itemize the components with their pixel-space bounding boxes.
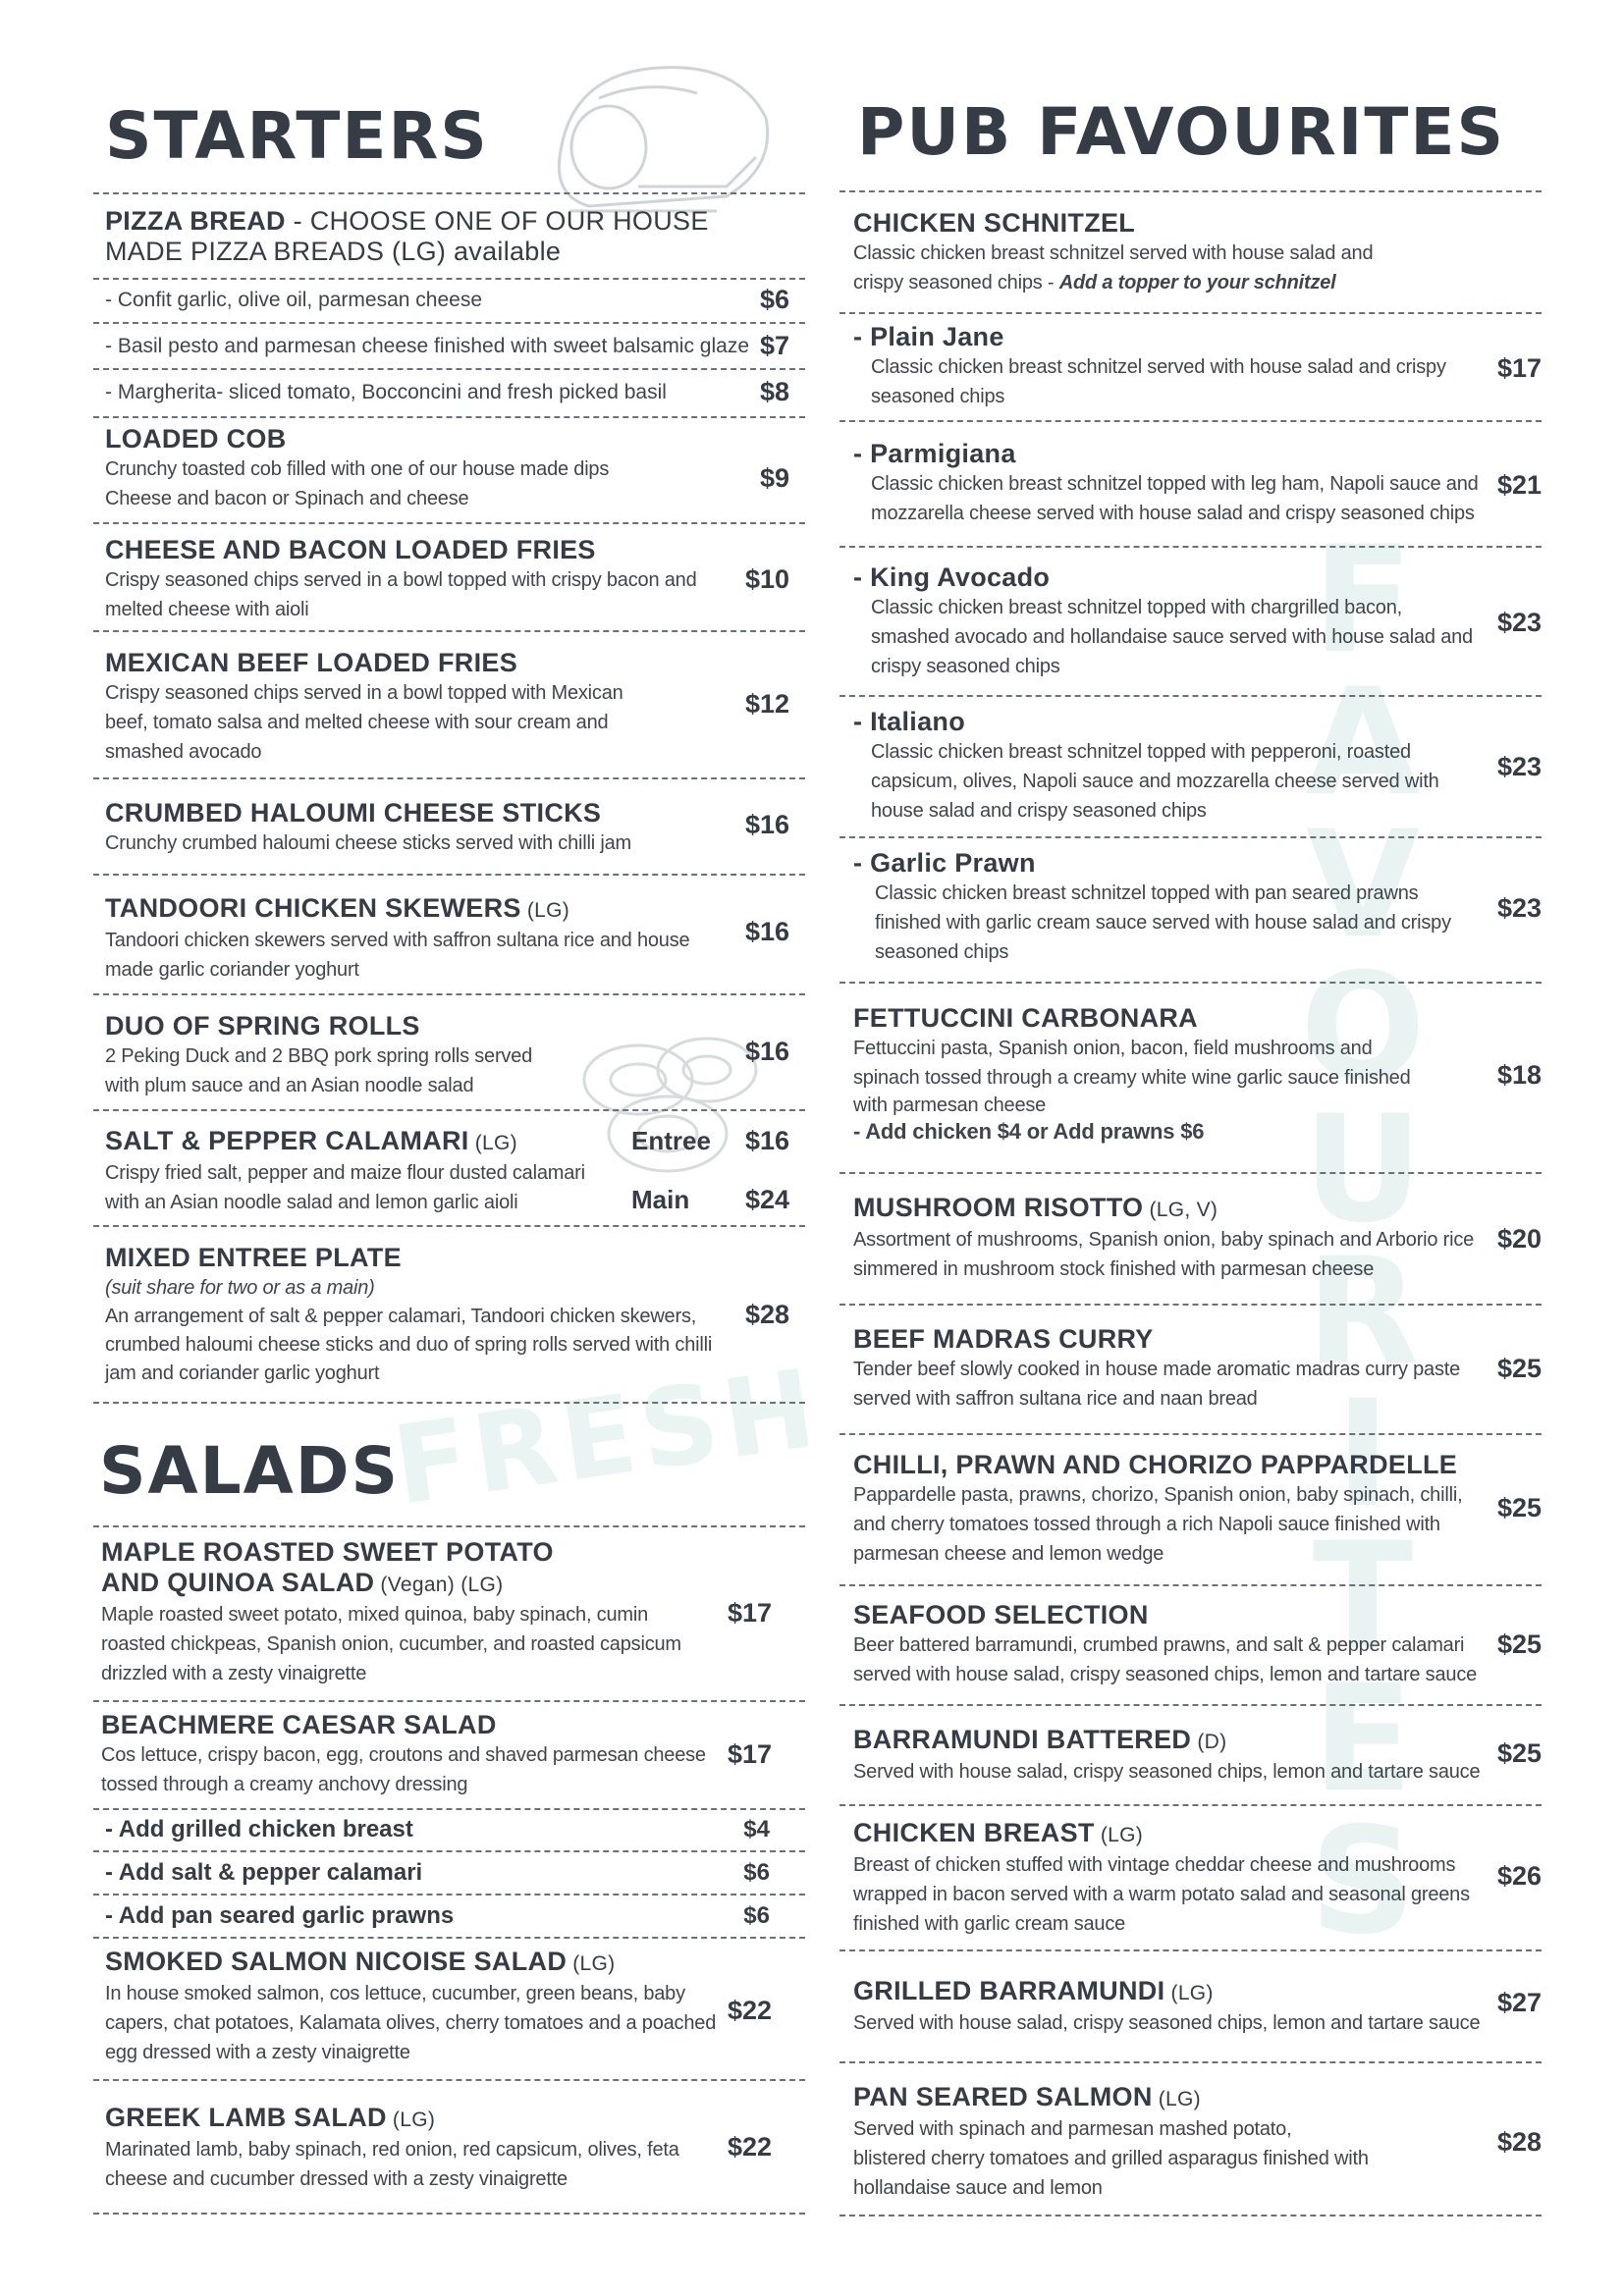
item-desc: Crispy seasoned chips served in a bowl topped with Mexican [105, 682, 623, 704]
item-desc: Classic chicken breast schnitzel served with house salad and crispy [871, 356, 1446, 378]
item-name: TANDOORI CHICKEN SKEWERS [105, 893, 521, 923]
item-desc: melted cheese with aioli [105, 599, 309, 620]
divider [93, 1525, 805, 1527]
item-price: $20 [1496, 1224, 1542, 1254]
item-price: $21 [1496, 470, 1542, 500]
pappardelle-item [839, 1450, 1542, 1569]
item-desc: crispy seasoned chips - [853, 272, 1059, 294]
pub-favourites-title: PUB FAVOURITES [857, 94, 1505, 170]
item-desc: Served with spinach and parmesan mashed potato, [853, 2118, 1292, 2140]
item-desc: Assortment of mushrooms, Spanish onion, baby spinach and Arborio rice [853, 1229, 1475, 1251]
item-desc: egg dressed with a zesty vinaigrette [105, 2042, 410, 2063]
item-price: $23 [1496, 752, 1542, 781]
option-text: - Basil pesto and parmesan cheese finished with sweet balsamic glaze [105, 335, 750, 357]
item-name: CHICKEN SCHNITZEL [853, 208, 1136, 238]
divider [93, 1894, 805, 1896]
loaded-cob-item [93, 424, 805, 513]
item-desc: Crispy seasoned chips served in a bowl topped with crispy bacon and [105, 569, 697, 591]
item-desc: finished with garlic cream sauce served with house salad and crispy [875, 912, 1451, 934]
main-price: $24 [744, 1185, 789, 1214]
item-desc: Classic chicken breast schnitzel topped with leg ham, Napoli sauce and [871, 473, 1479, 495]
item-desc: Crispy fried salt, pepper and maize flour dusted calamari [105, 1162, 585, 1184]
item-tag: (LG) [1152, 2088, 1201, 2110]
divider [839, 1584, 1542, 1586]
item-desc: Classic chicken breast schnitzel served with house salad and [853, 242, 1374, 264]
item-name: FETTUCCINI CARBONARA [853, 1003, 1198, 1033]
parmigiana-item [839, 439, 1542, 528]
item-desc: Served with house salad, crispy seasoned chips, lemon and tartare sauce [853, 1761, 1481, 1783]
divider [93, 777, 805, 779]
fresh-watermark: FRESH [386, 1345, 829, 1529]
item-desc: tossed through a creamy anchovy dressing [101, 1774, 468, 1795]
item-desc: parmesan cheese and lemon wedge [853, 1543, 1164, 1565]
item-desc: Breast of chicken stuffed with vintage cheddar cheese and mushrooms [853, 1854, 1456, 1876]
garlic-prawn-item [839, 848, 1542, 967]
item-desc: spinach tossed through a creamy white wine garlic sauce finished [853, 1067, 1411, 1089]
item-tag: (LG) [1164, 1982, 1214, 2004]
item-price: $16 [744, 917, 789, 946]
item-price: $27 [1496, 1988, 1542, 2017]
item-desc: blistered cherry tomatoes and grilled asparagus finished with [853, 2148, 1369, 2169]
item-name: GREEK LAMB SALAD [105, 2103, 387, 2132]
entree-price: $16 [744, 1126, 789, 1155]
item-desc: smashed avocado [105, 741, 262, 763]
item-desc: Tender beef slowly cooked in house made aromatic madras curry paste [853, 1359, 1461, 1380]
divider [839, 1949, 1542, 1951]
item-desc: Maple roasted sweet potato, mixed quinoa, baby spinach, cumin [101, 1604, 649, 1626]
item-desc: 2 Peking Duck and 2 BBQ pork spring rolls served [105, 1045, 533, 1067]
item-subtitle-line2: MADE PIZZA BREADS (LG) available [105, 237, 562, 266]
mixed-entree-item [93, 1243, 805, 1388]
item-name: - King Avocado [853, 562, 1051, 592]
chicken-breast-item [839, 1818, 1542, 1939]
item-name: - Italiano [853, 707, 966, 736]
item-desc: Tandoori chicken skewers served with saffron sultana rice and house [105, 930, 690, 951]
item-desc: Classic chicken breast schnitzel topped with pan seared prawns [875, 882, 1419, 904]
chicken-schnitzel-item [839, 208, 1542, 297]
divider [93, 1700, 805, 1702]
item-desc: finished with garlic cream sauce [853, 1913, 1126, 1935]
salad-addon [93, 1902, 805, 1932]
item-desc: capers, chat potatoes, Kalamata olives, cherry tomatoes and a poached [105, 2012, 717, 2034]
item-name: DUO OF SPRING ROLLS [105, 1011, 420, 1041]
item-price: $17 [727, 1598, 772, 1628]
divider [839, 312, 1542, 314]
addon-price: $6 [743, 1902, 770, 1929]
item-name: MIXED ENTREE PLATE [105, 1243, 402, 1272]
item-desc: In house smoked salmon, cos lettuce, cucumber, green beans, baby [105, 1983, 685, 2004]
divider [839, 2061, 1542, 2063]
option-price: $7 [759, 331, 789, 360]
item-desc: served with saffron sultana rice and naan bread [853, 1388, 1258, 1410]
plain-jane-item [839, 322, 1542, 411]
option-price: $6 [759, 285, 789, 314]
sweet-potato-salad-item [93, 1537, 805, 1688]
item-name: CHILLI, PRAWN AND CHORIZO PAPPARDELLE [853, 1450, 1458, 1479]
favourites-watermark: F A V O U R I T E S [1300, 515, 1430, 1967]
item-name: - Parmigiana [853, 439, 1016, 468]
pan-seared-salmon-item [839, 2082, 1542, 2203]
item-desc: made garlic coriander yoghurt [105, 959, 359, 981]
item-name: SEAFOOD SELECTION [853, 1600, 1149, 1629]
item-desc: crumbed haloumi cheese sticks and duo of spring rolls served with chilli [105, 1334, 713, 1356]
item-price: $12 [744, 689, 789, 719]
mushroom-risotto-item [839, 1193, 1542, 1284]
addon-price: $4 [743, 1816, 770, 1842]
divider [93, 1937, 805, 1939]
item-desc: with plum sauce and an Asian noodle salad [105, 1075, 474, 1096]
haloumi-item [93, 798, 805, 858]
divider [93, 278, 805, 280]
divider [93, 1402, 805, 1404]
seafood-selection-item [839, 1600, 1542, 1689]
item-tag: (LG) [468, 1132, 517, 1154]
item-desc: seasoned chips [871, 386, 1005, 407]
item-name: BEEF MADRAS CURRY [853, 1324, 1154, 1354]
tandoori-item [93, 893, 805, 985]
item-price: $22 [727, 2132, 772, 2162]
item-price: $25 [1496, 1738, 1542, 1768]
item-desc: crispy seasoned chips [871, 656, 1060, 677]
divider [93, 192, 805, 194]
item-desc: served with house salad, crispy seasoned chips, lemon and tartare sauce [853, 1664, 1478, 1685]
item-desc: cheese and cucumber dressed with a zesty vinaigrette [105, 2168, 568, 2190]
divider [839, 982, 1542, 984]
bread-illustration [530, 39, 795, 226]
item-tag: (LG) [1094, 1824, 1144, 1846]
divider [93, 1808, 805, 1810]
item-name: - Garlic Prawn [853, 848, 1036, 878]
addon-text: - Add salt & pepper calamari [105, 1859, 423, 1886]
item-price: $17 [727, 1739, 772, 1769]
item-name: PAN SEARED SALMON [853, 2082, 1153, 2111]
spring-rolls-item [93, 1011, 805, 1100]
divider [839, 836, 1542, 838]
item-desc: Pappardelle pasta, prawns, chorizo, Spanish onion, baby spinach, chilli, [853, 1484, 1463, 1506]
item-desc: with parmesan cheese [853, 1095, 1047, 1116]
item-name: SALT & PEPPER CALAMARI [105, 1126, 469, 1155]
divider [839, 1804, 1542, 1806]
divider [93, 1850, 805, 1852]
item-price: $22 [727, 1996, 772, 2025]
divider [93, 322, 805, 324]
item-desc: Classic chicken breast schnitzel topped with pepperoni, roasted [871, 741, 1411, 763]
king-avocado-item [839, 562, 1542, 681]
item-name: BEACHMERE CAESAR SALAD [101, 1710, 497, 1739]
salads-title: SALADS [99, 1433, 401, 1509]
calamari-item [93, 1126, 805, 1220]
divider [839, 2215, 1542, 2216]
option-price: $8 [759, 377, 789, 406]
item-price: $9 [759, 463, 789, 493]
item-price: $23 [1496, 893, 1542, 923]
item-subtitle: - CHOOSE ONE OF OUR HOUSE [285, 206, 709, 236]
item-price: $10 [744, 564, 789, 594]
item-name: MUSHROOM RISOTTO [853, 1193, 1144, 1222]
item-desc: mozzarella cheese served with house salad and crispy seasoned chips [871, 503, 1475, 524]
item-name: PIZZA BREAD [105, 206, 286, 236]
item-desc: beef, tomato salsa and melted cheese with sour cream and [105, 712, 609, 733]
divider [93, 1109, 805, 1111]
item-desc: Beer battered barramundi, crumbed prawns, and salt & pepper calamari [853, 1634, 1465, 1656]
option-text: - Margherita- sliced tomato, Bocconcini and fresh picked basil [105, 381, 667, 403]
item-desc: seasoned chips [875, 941, 1009, 963]
divider [93, 416, 805, 418]
item-desc: hollandaise sauce and lemon [853, 2177, 1103, 2199]
option-text: - Confit garlic, olive oil, parmesan cheese [105, 289, 483, 311]
mexican-fries-item [93, 648, 805, 767]
item-price: $25 [1496, 1629, 1542, 1659]
item-desc: Fettuccini pasta, Spanish onion, bacon, field mushrooms and [853, 1038, 1373, 1059]
item-name: MAPLE ROASTED SWEET POTATO [101, 1537, 554, 1567]
starters-title: STARTERS [105, 98, 489, 174]
item-price: $28 [744, 1300, 789, 1329]
divider [93, 1225, 805, 1227]
item-tag: (LG) [567, 1952, 616, 1975]
cheese-bacon-fries-item [93, 535, 805, 624]
item-tag: (LG) [520, 899, 570, 922]
item-name-line2: AND QUINOA SALAD [101, 1568, 375, 1597]
item-price: $23 [1496, 608, 1542, 637]
item-desc: Marinated lamb, baby spinach, red onion, red capsicum, olives, feta [105, 2139, 679, 2161]
divider [93, 630, 805, 632]
item-desc: simmered in mushroom stock finished with parmesan cheese [853, 1258, 1375, 1280]
item-desc: wrapped in bacon served with a warm potato salad and seasonal greens [853, 1884, 1470, 1905]
barramundi-battered-item [839, 1725, 1542, 1787]
divider [93, 368, 805, 370]
item-price: $16 [744, 1037, 789, 1066]
item-desc: jam and coriander garlic yoghurt [105, 1362, 380, 1384]
item-name: CHICKEN BREAST [853, 1818, 1095, 1847]
item-name: - Plain Jane [853, 322, 1004, 351]
italiano-item [839, 707, 1542, 826]
item-desc: Crunchy toasted cob filled with one of our house made dips [105, 458, 610, 480]
divider [93, 874, 805, 876]
item-price: $17 [1496, 353, 1542, 383]
item-name: SMOKED SALMON NICOISE SALAD [105, 1947, 568, 1976]
nicoise-salad-item [93, 1947, 805, 2067]
item-tag: (Vegan) (LG) [374, 1574, 504, 1596]
item-price: $25 [1496, 1493, 1542, 1522]
divider [93, 522, 805, 524]
greek-lamb-salad-item [93, 2103, 805, 2194]
item-desc: Crunchy crumbed haloumi cheese sticks served with chilli jam [105, 832, 631, 854]
item-desc: An arrangement of salt & pepper calamari, Tandoori chicken skewers, [105, 1306, 697, 1327]
item-name: CHEESE AND BACON LOADED FRIES [105, 535, 596, 564]
carbonara-addon: - Add chicken $4 or Add prawns $6 [853, 1119, 1205, 1144]
topper-note: Add a topper to your schnitzel [1058, 272, 1336, 294]
divider [839, 695, 1542, 697]
item-desc: drizzled with a zesty vinaigrette [101, 1663, 367, 1684]
addon-text: - Add grilled chicken breast [105, 1816, 413, 1842]
item-note: (suit share for two or as a main) [105, 1277, 375, 1299]
item-price: $25 [1496, 1354, 1542, 1383]
item-price: $16 [744, 810, 789, 839]
salad-addon [93, 1859, 805, 1889]
item-desc: capsicum, olives, Napoli sauce and mozzarella cheese served with [871, 771, 1439, 792]
item-name: CRUMBED HALOUMI CHEESE STICKS [105, 798, 602, 828]
divider [839, 1704, 1542, 1706]
item-desc: Cheese and bacon or Spinach and cheese [105, 488, 469, 509]
divider [93, 2079, 805, 2081]
salad-addon [93, 1816, 805, 1845]
item-price: $26 [1496, 1861, 1542, 1891]
item-tag: (LG, V) [1143, 1199, 1218, 1221]
item-name: BARRAMUNDI BATTERED [853, 1725, 1192, 1754]
item-desc: Cos lettuce, crispy bacon, egg, croutons and shaved parmesan cheese [101, 1744, 706, 1766]
item-name: GRILLED BARRAMUNDI [853, 1976, 1165, 2005]
item-desc: house salad and crispy seasoned chips [871, 800, 1207, 822]
item-desc: Classic chicken breast schnitzel topped with chargrilled bacon, [871, 597, 1403, 618]
item-desc: roasted chickpeas, Spanish onion, cucumber, and roasted capsicum [101, 1633, 681, 1655]
main-label: Main [631, 1185, 690, 1214]
item-price: $28 [1496, 2127, 1542, 2157]
beef-madras-curry-item [839, 1324, 1542, 1414]
item-price: $18 [1496, 1060, 1542, 1090]
divider [93, 993, 805, 995]
pizza-bread-item [93, 206, 805, 267]
divider [839, 1172, 1542, 1174]
item-desc: and cherry tomatoes tossed through a rich Napoli sauce finished with [853, 1514, 1440, 1535]
divider [839, 420, 1542, 422]
addon-text: - Add pan seared garlic prawns [105, 1902, 455, 1929]
divider [839, 1304, 1542, 1306]
item-desc: smashed avocado and hollandaise sauce served with house salad and [871, 626, 1473, 648]
divider [839, 546, 1542, 548]
divider [839, 190, 1542, 192]
item-tag: (LG) [386, 2109, 436, 2131]
item-desc: with an Asian noodle salad and lemon garlic aioli [105, 1192, 518, 1213]
carbonara-item [839, 1003, 1542, 1146]
item-tag: (D) [1191, 1731, 1227, 1753]
caesar-salad-item [93, 1710, 805, 1799]
entree-label: Entree [631, 1126, 711, 1155]
item-desc: Served with house salad, crispy seasoned chips, lemon and tartare sauce [853, 2012, 1481, 2034]
item-name: MEXICAN BEEF LOADED FRIES [105, 648, 518, 677]
divider [839, 1433, 1542, 1435]
item-name: LOADED COB [105, 424, 287, 454]
divider [93, 2213, 805, 2215]
addon-price: $6 [743, 1859, 770, 1886]
grilled-barramundi-item [839, 1976, 1542, 2038]
